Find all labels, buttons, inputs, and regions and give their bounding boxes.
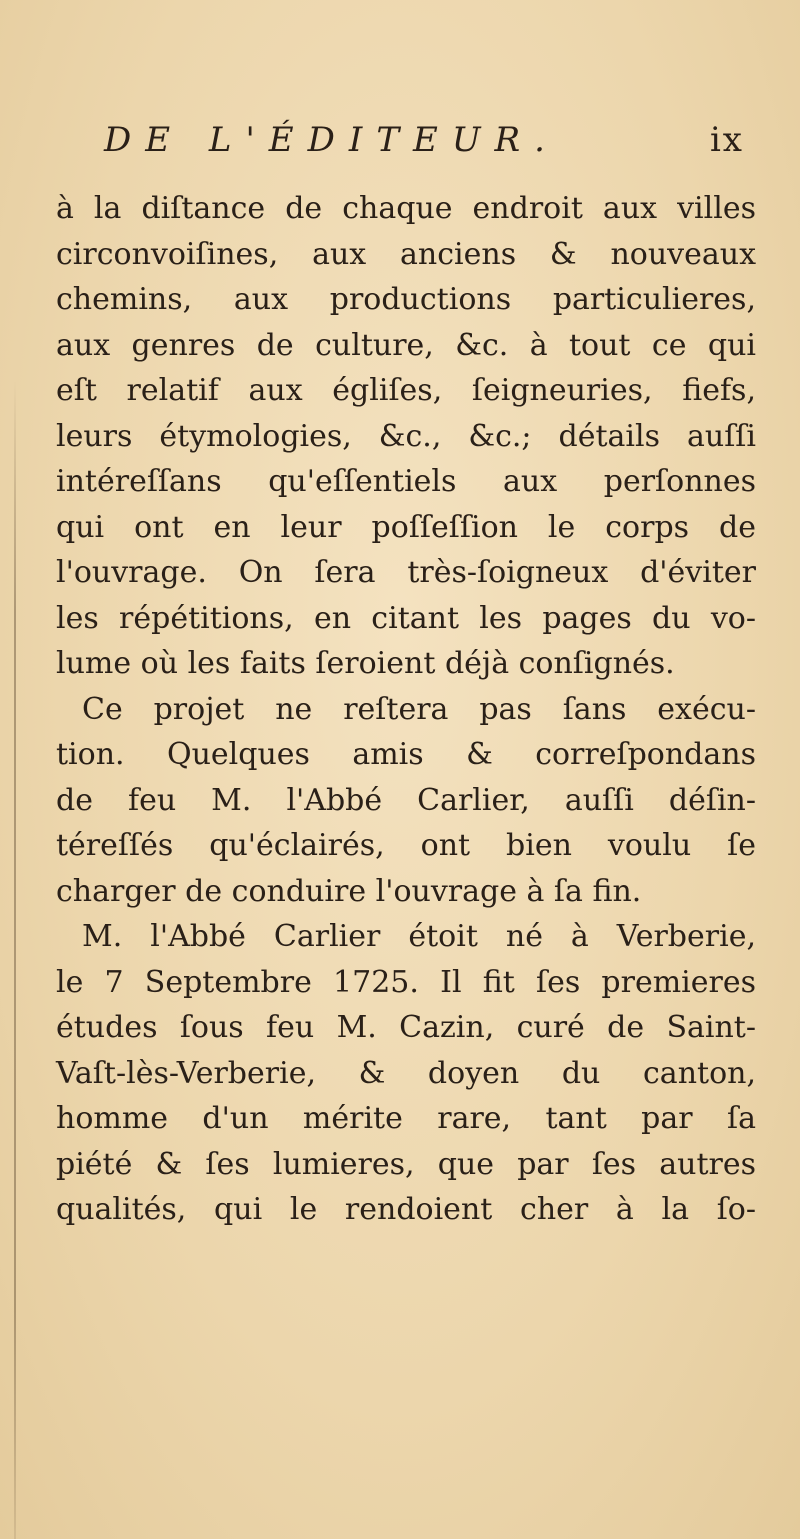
text-line: lume où les faits ſeroient déjà conſignés. (56, 646, 675, 681)
paragraph-start-line: Ce projet ne reſtera pas ſans exécu- (82, 691, 756, 727)
text-line: piété & ſes lumieres, que par ſes autres (56, 1146, 756, 1182)
page-number: ix (709, 120, 744, 160)
text-line: Vaſt-lès-Verberie, & doyen du canton, (56, 1055, 756, 1091)
page-header (104, 120, 744, 168)
paragraph-start-line: M. l'Abbé Carlier étoit né à Verberie, (82, 919, 756, 954)
text-line: aux genres de culture, &c. à tout ce qui (56, 327, 756, 363)
text-line: intéreſſans qu'eſſentiels aux perſonnes (56, 464, 756, 499)
text-line: à la diſtance de chaque endroit aux villes (56, 191, 756, 226)
text-line: qualités, qui le rendoient cher à la ſo- (56, 1192, 756, 1227)
text-line: eſt relatif aux égliſes, ſeigneuries, fiefs, (56, 373, 756, 408)
text-line: les répétitions, en citant les pages du vo- (56, 600, 756, 636)
text-line: charger de conduire l'ouvrage à ſa fin. (56, 873, 642, 909)
body-text (56, 186, 756, 1233)
text-line: le 7 Septembre 1725. Il fit ſes premieres (56, 964, 756, 1000)
running-title: DE L'ÉDITEUR. (104, 120, 559, 160)
text-line: homme d'un mérite rare, tant par ſa (56, 1101, 756, 1136)
page-gutter-edge (14, 380, 16, 1539)
text-line: circonvoiſines, aux anciens & nouveaux (56, 236, 756, 272)
text-line: chemins, aux productions particulieres, (56, 282, 756, 317)
text-line: l'ouvrage. On ſera très-ſoigneux d'éviter (56, 555, 756, 590)
text-line: tion. Quelques amis & correſpondans (56, 737, 756, 772)
text-line: de feu M. l'Abbé Carlier, auſſi déſin- (56, 782, 756, 818)
text-line: leurs étymologies, &c., &c.; détails auſſi (56, 418, 756, 454)
text-line: téreſſés qu'éclairés, ont bien voulu ſe (56, 828, 756, 863)
text-line: qui ont en leur poſſeſſion le corps de (56, 509, 756, 545)
text-line: études ſous feu M. Cazin, curé de Saint- (56, 1010, 756, 1045)
